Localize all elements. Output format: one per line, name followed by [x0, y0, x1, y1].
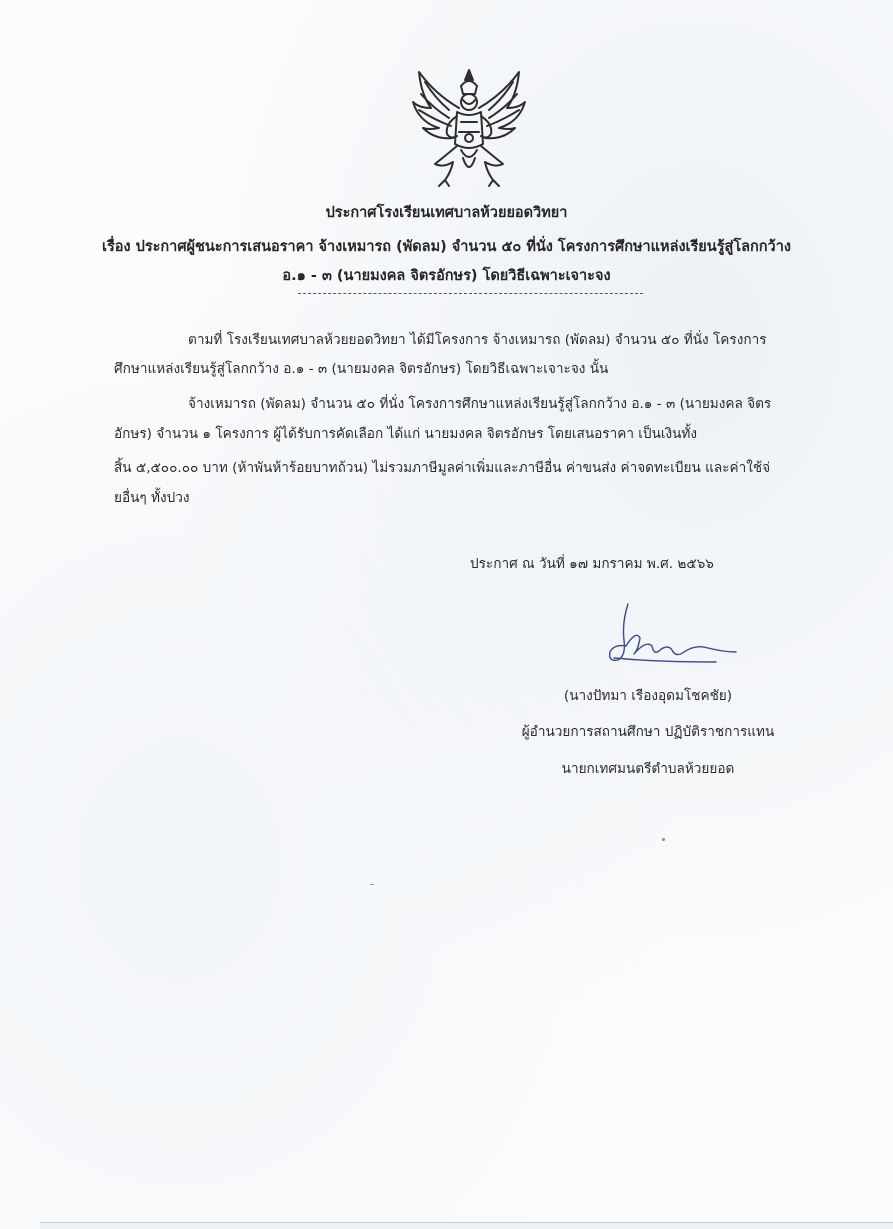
body-paragraph-2-line-4: ยอื่นๆ ทั้งปวง	[114, 490, 190, 506]
signer-position-acting-for: นายกเทศมนตรีตำบลห้วยยอด	[561, 761, 735, 777]
scan-speck	[662, 838, 665, 841]
body-paragraph-1-line-1: ตามที่ โรงเรียนเทศบาลห้วยยอดวิทยา ได้มีโครงการ จ้างเหมารถ (พัดลม) จำนวน ๕๐ ที่นั่ง โครงการ	[188, 332, 767, 348]
body-paragraph-2-line-3: สิ้น ๕,๕๐๐.๐๐ บาท (ห้าพันห้าร้อยบาทถ้วน) ไม่รวมภาษีมูลค่าเพิ่มและภาษีอื่น ค่าขนส่ง ค่าจดทะเบียน และค่าใช้จ่	[114, 460, 771, 476]
scan-bottom-edge	[40, 1222, 893, 1229]
announcement-date: ประกาศ ณ วันที่ ๑๗ มกราคม พ.ศ. ๒๕๖๖	[470, 556, 714, 572]
signer-name: (นางปัทมา เรืองอุดมโชคชัย)	[563, 688, 733, 704]
signer-position: ผู้อำนวยการสถานศึกษา ปฏิบัติราชการแทน	[521, 724, 775, 740]
body-paragraph-2-line-1: จ้างเหมารถ (พัดลม) จำนวน ๕๐ ที่นั่ง โครงการศึกษาแหล่งเรียนรู้สู่โลกกว้าง อ.๑ - ๓ (นายมงคล จิตร	[188, 396, 772, 412]
announcement-title: ประกาศโรงเรียนเทศบาลห้วยยอดวิทยา	[325, 205, 568, 221]
announcement-subject: เรื่อง ประกาศผู้ชนะการเสนอราคา จ้างเหมารถ (พัดลม) จำนวน ๕๐ ที่นั่ง โครงการศึกษาแหล่งเรียนรู้สู่โลกกว้าง	[102, 239, 791, 255]
announcement-subject-cont: อ.๑ - ๓ (นายมงคล จิตรอักษร) โดยวิธีเฉพาะเจาะจง	[282, 268, 611, 284]
body-paragraph-2-line-2: อักษร) จำนวน ๑ โครงการ ผู้ได้รับการคัดเลือก ได้แก่ นายมงคล จิตรอักษร โดยเสนอราคา เป็นเงินทั้ง	[114, 426, 698, 442]
dashed-divider	[298, 293, 643, 294]
body-paragraph-1-line-2: ศึกษาแหล่งเรียนรู้สู่โลกกว้าง อ.๑ - ๓ (นายมงคล จิตรอักษร) โดยวิธีเฉพาะเจาะจง นั้น	[114, 361, 609, 377]
handwritten-signature-icon	[596, 600, 746, 672]
garuda-emblem-icon	[405, 64, 533, 190]
scan-speck	[370, 884, 374, 885]
